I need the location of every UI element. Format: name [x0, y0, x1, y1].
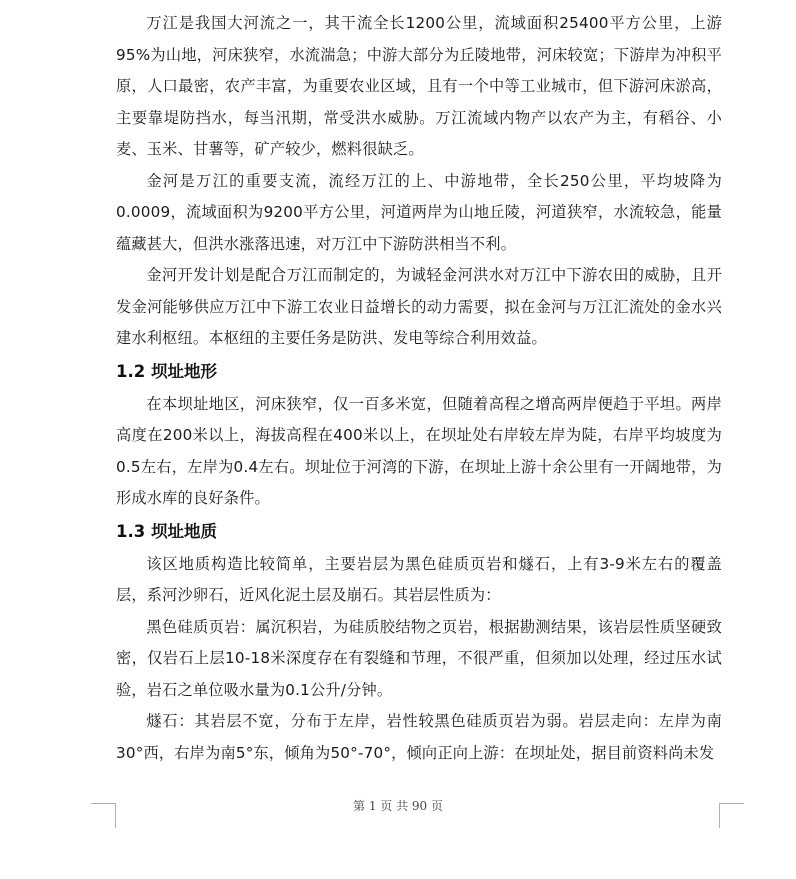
section-heading-dam-geology: 1.3 坝址地质: [116, 521, 217, 541]
section-heading-dam-terrain: 1.2 坝址地形: [116, 361, 217, 381]
paragraph-chert: 燧石：其岩层不宽，分布于左岸，岩性较黑色硅质页岩为弱。岩层走向：左岸为南30°西，右岸为南5°东，倾角为50°-70°，倾向正向上游：在坝址处，据目前资料尚未发: [116, 712, 722, 762]
paragraph-dam-terrain: 在本坝址地区，河床狭窄，仅一百多米宽，但随着高程之增高两岸便趋于平坦。两岸高度在200米以上，海拔高程在400米以上，在坝址处右岸较左岸为陡，右岸平均坡度为0.5左右，左岸为0.4左右。坝址位于河湾的下游，在坝址上游十余公里有一开阔地带，为形成水库的良好条件。: [116, 394, 722, 507]
paragraph-wanjiang-overview: 万江是我国大河流之一，其干流全长1200公里，流域面积25400平方公里，上游95%为山地，河床狭窄，水流湍急；中游大部分为丘陵地带，河床较宽；下游岸为冲积平原，人口最密，农产丰富，为重要农业区域，且有一个中等工业城市，但下游河床淤高，主要靠堤防挡水，每当汛期，常受洪水威胁。万江流域内物产以农产为主，有稻谷、小麦、玉米、甘薯等，矿产较少，燃料很缺乏。: [116, 14, 722, 158]
paragraph-black-shale: 黑色硅质页岩：属沉积岩，为硅质胶结物之页岩，根据勘测结果，该岩层性质坚硬致密，仅岩石上层10-18米深度存在有裂缝和节理，不很严重，但须加以处理，经过压水试验，岩石之单位吸水量为0.1公升/分钟。: [116, 617, 722, 699]
page-number-footer: 第 1 页 共 90 页: [353, 799, 443, 813]
document-body: [116, 8, 722, 769]
paragraph-geology-overview: 该区地质构造比较简单，主要岩层为黑色硅质页岩和燧石，上有3-9米左右的覆盖层，系河沙卵石，近风化泥土层及崩石。其岩层性质为：: [116, 554, 722, 604]
paragraph-development-plan: 金河开发计划是配合万江而制定的，为诚轻金河洪水对万江中下游农田的威胁，且开发金河能够供应万江中下游工农业日益增长的动力需要，拟在金河与万江汇流处的金水兴建水利枢纽。本枢纽的主要任务是防洪、发电等综合利用效益。: [116, 266, 722, 347]
paragraph-jinhe-tributary: 金河是万江的重要支流，流经万江的上、中游地带，全长250公里，平均坡降为0.0009，流域面积为9200平方公里，河道两岸为山地丘陵，河道狭窄，水流较急，能量蕴藏甚大，但洪水涨落迅速，对万江中下游防洪相当不利。: [116, 171, 722, 253]
